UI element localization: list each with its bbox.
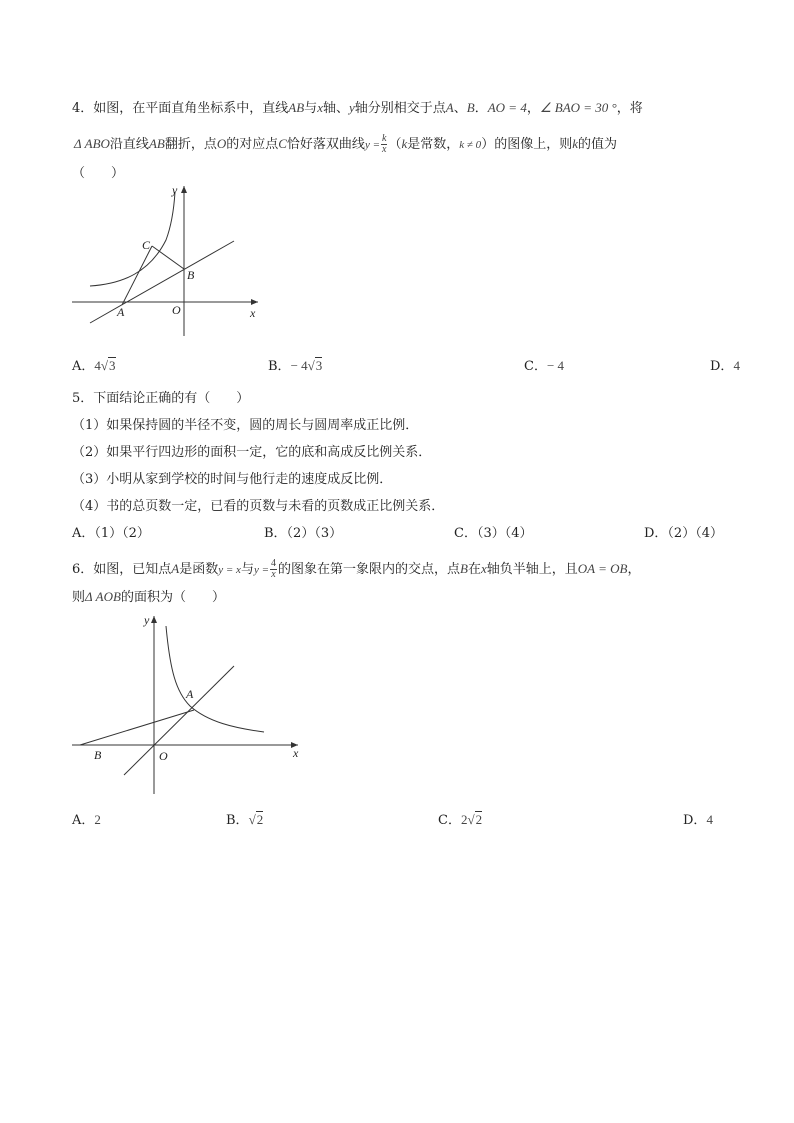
- option-letter: B．: [226, 813, 249, 828]
- q4-text: 沿直线: [109, 137, 149, 152]
- fraction-denominator: x: [382, 144, 387, 155]
- q4-text: 轴分别相交于点: [354, 101, 446, 116]
- line-y-equals-x: [124, 666, 234, 775]
- label-b: B: [187, 268, 195, 282]
- hyperbola-curve: [166, 626, 264, 732]
- label-y: y: [172, 183, 178, 197]
- q6-option-a[interactable]: [72, 809, 101, 828]
- q4-math: A: [445, 100, 454, 115]
- q6-math: y = x: [218, 564, 241, 576]
- q4-text: 的对应点: [226, 137, 279, 152]
- q4-math: AO = 4: [487, 100, 527, 115]
- q6-text: 的面积为（ ）: [120, 590, 225, 605]
- q6-math: Δ AOB: [85, 589, 121, 604]
- q6-text: 在: [467, 562, 481, 577]
- q4-math: k ≠ 0: [459, 139, 482, 151]
- q6-text: 与: [240, 562, 254, 577]
- segment-ba: [80, 710, 194, 745]
- q6-fraction: [270, 559, 277, 580]
- option-value: − 4: [290, 358, 308, 373]
- q6-math: y =: [253, 564, 270, 576]
- q4-line-1: [72, 97, 643, 116]
- q6-line-1: [72, 558, 641, 580]
- option-letter: C．: [524, 359, 547, 374]
- q4-math: C: [278, 136, 287, 151]
- q6-figure: [68, 610, 308, 800]
- q4-text: 4．如图，在平面直角坐标系中，直线: [72, 101, 289, 116]
- q4-text: ．: [474, 101, 488, 116]
- fraction-numerator: 4: [271, 558, 277, 569]
- label-a: A: [186, 687, 194, 701]
- q4-option-a[interactable]: [72, 355, 116, 374]
- q4-text: ，将: [616, 101, 643, 116]
- fraction-numerator: k: [382, 133, 387, 144]
- label-x: x: [293, 746, 299, 760]
- option-letter: D．: [710, 359, 734, 374]
- sqrt-sign: √3: [307, 358, 323, 373]
- q6-option-c[interactable]: [438, 809, 482, 828]
- option-value: 2: [460, 812, 468, 827]
- label-a: A: [117, 305, 125, 319]
- q4-text: 的值为: [577, 137, 617, 152]
- q5-option-d[interactable]: D．（2）（4）: [644, 526, 723, 541]
- option-value: 2: [94, 812, 101, 827]
- q4-line-3: （ ）: [72, 166, 125, 181]
- sqrt-sign: √2: [248, 812, 264, 827]
- q4-math: ∠ BAO = 30 °: [539, 100, 617, 115]
- radicand: 3: [109, 358, 116, 373]
- q4-line-2: [74, 133, 617, 155]
- q4-text: 翻折，点: [164, 137, 217, 152]
- q4-math: k: [572, 136, 578, 151]
- q5-item-4: （4）书的总页数一定，已看的页数与未看的页数成正比例关系．: [72, 499, 445, 514]
- q6-math: x: [481, 561, 487, 576]
- q5-item-2: （2）如果平行四边形的面积一定，它的底和高成反比例关系．: [72, 445, 432, 460]
- option-value: 4: [733, 358, 740, 373]
- option-letter: B．: [268, 359, 291, 374]
- q4-math: Δ ABO: [74, 136, 110, 151]
- q6-option-d[interactable]: [683, 809, 713, 828]
- q4-fraction: [381, 134, 387, 155]
- q6-math: OA = OB: [577, 561, 628, 576]
- q4-math: B: [466, 100, 475, 115]
- q5-title: 5．下面结论正确的有（ ）: [72, 391, 250, 406]
- q4-text: 恰好落双曲线: [286, 137, 365, 152]
- label-x: x: [250, 306, 256, 320]
- hyperbola-curve: [90, 192, 175, 286]
- q6-text: 轴负半轴上，且: [486, 562, 578, 577]
- q6-option-b[interactable]: [226, 809, 263, 828]
- option-value: − 4: [546, 358, 565, 373]
- q5-option-b[interactable]: B．（2）（3）: [264, 526, 343, 541]
- option-value: 4: [94, 358, 101, 373]
- q4-math: AB: [288, 100, 305, 115]
- q4-math: O: [216, 136, 227, 151]
- q4-text: 轴、: [322, 101, 349, 116]
- sqrt-sign: √2: [467, 812, 483, 827]
- radicand: 2: [256, 812, 264, 827]
- q4-option-d[interactable]: [710, 355, 740, 374]
- label-y: y: [144, 613, 150, 627]
- q6-text: ，: [627, 562, 641, 577]
- radicand: 3: [315, 358, 323, 373]
- radicand: 2: [475, 812, 483, 827]
- label-o: O: [159, 749, 168, 763]
- fraction-denominator: x: [271, 569, 276, 580]
- option-letter: A．: [72, 813, 95, 828]
- q4-option-b[interactable]: [268, 355, 322, 374]
- q4-text: ）的图像上，则: [481, 137, 573, 152]
- q5-option-c[interactable]: C．（3）（4）: [454, 526, 533, 541]
- q6-text: 是函数: [179, 562, 219, 577]
- q6-text: 则: [72, 590, 86, 605]
- q4-text: 、: [453, 101, 467, 116]
- q6-math: A: [171, 561, 180, 576]
- label-b: B: [94, 748, 102, 762]
- q5-item-3: （3）小明从家到学校的时间与他行走的速度成反比例．: [72, 472, 393, 487]
- q4-math: y: [348, 100, 355, 115]
- q5-option-a[interactable]: A．（1）（2）: [72, 526, 150, 541]
- q6-line-2: [72, 586, 225, 605]
- q4-math: AB: [148, 136, 165, 151]
- label-c: C: [142, 238, 151, 252]
- q4-math: y =: [364, 139, 380, 151]
- q4-text: ，: [526, 101, 540, 116]
- sqrt-sign: √3: [100, 358, 116, 373]
- q4-math: x: [317, 100, 323, 115]
- q4-text: 与: [304, 101, 318, 116]
- q6-text: 6．如图，已知点: [72, 562, 172, 577]
- q4-math: k: [401, 136, 408, 151]
- label-o: O: [172, 303, 181, 317]
- option-value: 4: [706, 812, 713, 827]
- option-letter: D．: [683, 813, 707, 828]
- option-letter: C．: [438, 813, 461, 828]
- q5-item-1: （1）如果保持圆的半径不变，圆的周长与圆周率成正比例．: [72, 418, 419, 433]
- q4-text: （: [388, 137, 402, 152]
- q4-option-c[interactable]: [524, 355, 564, 374]
- option-letter: A．: [72, 359, 95, 374]
- q6-math: B: [460, 561, 468, 576]
- segment-cb: [152, 246, 184, 269]
- q6-text: 的图象在第一象限内的交点，点: [278, 562, 461, 577]
- q4-text: 是常数，: [407, 137, 460, 152]
- q4-figure: [68, 180, 268, 340]
